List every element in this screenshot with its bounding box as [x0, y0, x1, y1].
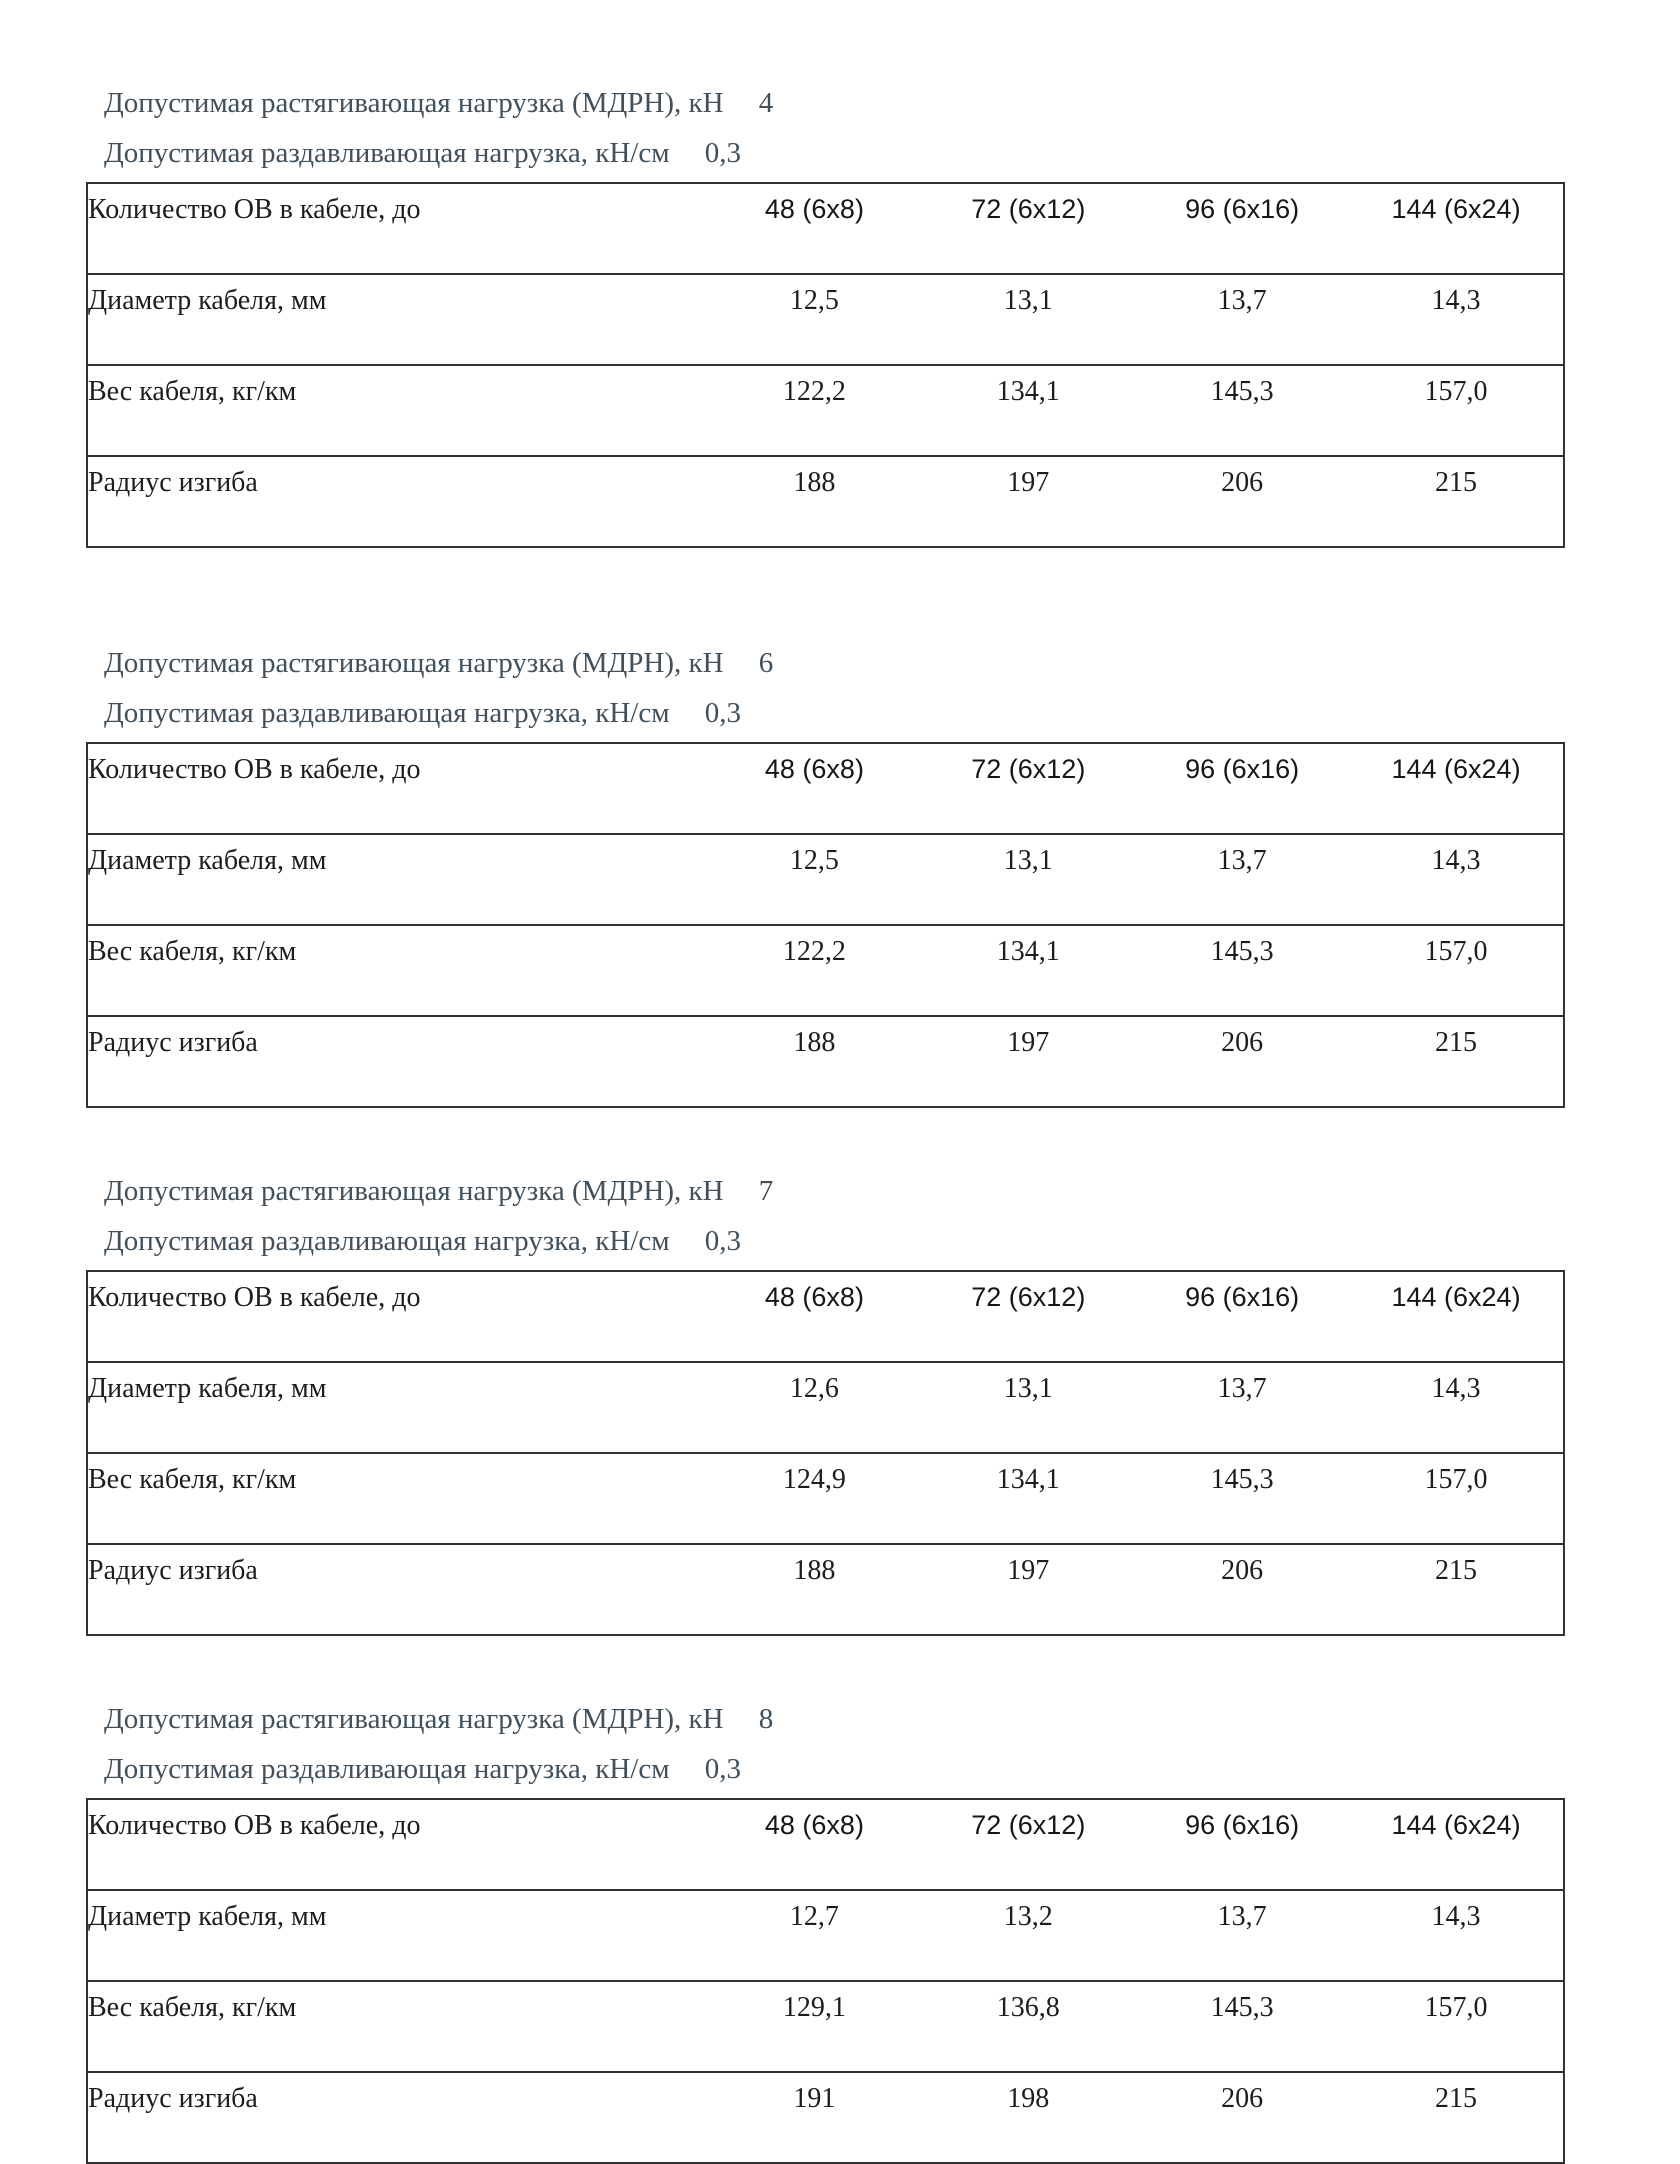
cell-value: 122,2: [708, 365, 922, 456]
cell-value: 144 (6x24): [1349, 743, 1564, 834]
cell-value: 12,5: [708, 274, 922, 365]
cable-spec-section: [86, 1694, 1565, 2164]
cell-value: 14,3: [1349, 1890, 1564, 1981]
tensile-load-line: [86, 1166, 1565, 1216]
cell-value: 129,1: [708, 1981, 922, 2072]
cell-value: 145,3: [1135, 925, 1349, 1016]
cable-spec-table: [86, 1270, 1565, 1636]
cell-value: 14,3: [1349, 1362, 1564, 1453]
cell-value: 157,0: [1349, 1981, 1564, 2072]
cell-value: 72 (6x12): [921, 743, 1135, 834]
row-label: Вес кабеля, кг/км: [87, 365, 708, 456]
cell-value: 134,1: [921, 1453, 1135, 1544]
row-label: Радиус изгиба: [87, 2072, 708, 2163]
cell-value: 145,3: [1135, 1453, 1349, 1544]
row-label: Диаметр кабеля, мм: [87, 834, 708, 925]
cell-value: 136,8: [921, 1981, 1135, 2072]
cell-value: 188: [708, 456, 922, 547]
crush-load-line: [86, 1216, 1565, 1266]
tensile-load-label: Допустимая растягивающая нагрузка (МДРН), кН: [104, 647, 724, 679]
cell-value: 144 (6x24): [1349, 1271, 1564, 1362]
tensile-load-label: Допустимая растягивающая нагрузка (МДРН), кН: [104, 87, 724, 119]
sections-container: [0, 78, 1680, 2164]
table-row-diameter: [87, 274, 1564, 365]
tensile-load-value: 8: [758, 1703, 774, 1735]
cell-value: 96 (6x16): [1135, 183, 1349, 274]
row-label: Вес кабеля, кг/км: [87, 1453, 708, 1544]
cell-value: 206: [1135, 1016, 1349, 1107]
crush-load-label: Допустимая раздавливающая нагрузка, кН/см: [104, 1753, 670, 1785]
crush-load-label: Допустимая раздавливающая нагрузка, кН/см: [104, 1225, 670, 1257]
cable-spec-section: [86, 78, 1565, 548]
cell-value: 198: [921, 2072, 1135, 2163]
cell-value: 48 (6x8): [708, 1271, 922, 1362]
table-row-weight: [87, 1453, 1564, 1544]
cell-value: 134,1: [921, 925, 1135, 1016]
row-label: Радиус изгиба: [87, 1016, 708, 1107]
cable-spec-table: [86, 1798, 1565, 2164]
cell-value: 122,2: [708, 925, 922, 1016]
cable-spec-table: [86, 742, 1565, 1108]
crush-load-value: 0,3: [704, 1225, 742, 1257]
cable-spec-section: [86, 1166, 1565, 1636]
cell-value: 206: [1135, 2072, 1349, 2163]
cell-value: 188: [708, 1544, 922, 1635]
row-label: Диаметр кабеля, мм: [87, 274, 708, 365]
cell-value: 72 (6x12): [921, 1271, 1135, 1362]
cell-value: 14,3: [1349, 274, 1564, 365]
cell-value: 12,6: [708, 1362, 922, 1453]
tensile-load-line: [86, 78, 1565, 128]
table-row-diameter: [87, 1890, 1564, 1981]
cell-value: 48 (6x8): [708, 743, 922, 834]
row-label: Радиус изгиба: [87, 456, 708, 547]
cell-value: 13,2: [921, 1890, 1135, 1981]
tensile-load-value: 6: [758, 647, 774, 679]
table-row-fiber-count: [87, 1271, 1564, 1362]
crush-load-value: 0,3: [704, 697, 742, 729]
cell-value: 191: [708, 2072, 922, 2163]
tensile-load-value: 4: [758, 87, 774, 119]
crush-load-value: 0,3: [704, 137, 742, 169]
row-label: Диаметр кабеля, мм: [87, 1362, 708, 1453]
cell-value: 157,0: [1349, 925, 1564, 1016]
cell-value: 72 (6x12): [921, 183, 1135, 274]
table-row-bend-radius: [87, 456, 1564, 547]
cell-value: 134,1: [921, 365, 1135, 456]
row-label: Радиус изгиба: [87, 1544, 708, 1635]
row-label: Количество ОВ в кабеле, до: [87, 1271, 708, 1362]
cell-value: 157,0: [1349, 1453, 1564, 1544]
cell-value: 197: [921, 1016, 1135, 1107]
cell-value: 96 (6x16): [1135, 1799, 1349, 1890]
tensile-load-line: [86, 1694, 1565, 1744]
cell-value: 144 (6x24): [1349, 1799, 1564, 1890]
cell-value: 13,1: [921, 274, 1135, 365]
cable-spec-table: [86, 182, 1565, 548]
cell-value: 48 (6x8): [708, 1799, 922, 1890]
cell-value: 13,7: [1135, 274, 1349, 365]
tensile-load-line: [86, 638, 1565, 688]
cable-spec-section: [86, 638, 1565, 1108]
cell-value: 14,3: [1349, 834, 1564, 925]
row-label: Количество ОВ в кабеле, до: [87, 1799, 708, 1890]
cell-value: 124,9: [708, 1453, 922, 1544]
table-row-diameter: [87, 834, 1564, 925]
table-row-bend-radius: [87, 1016, 1564, 1107]
cell-value: 13,7: [1135, 834, 1349, 925]
cell-value: 13,7: [1135, 1890, 1349, 1981]
crush-load-label: Допустимая раздавливающая нагрузка, кН/см: [104, 137, 670, 169]
table-row-fiber-count: [87, 1799, 1564, 1890]
table-row-bend-radius: [87, 1544, 1564, 1635]
cell-value: 145,3: [1135, 365, 1349, 456]
cell-value: 12,5: [708, 834, 922, 925]
cell-value: 13,7: [1135, 1362, 1349, 1453]
crush-load-line: [86, 128, 1565, 178]
table-row-fiber-count: [87, 183, 1564, 274]
cell-value: 13,1: [921, 1362, 1135, 1453]
cell-value: 157,0: [1349, 365, 1564, 456]
row-label: Вес кабеля, кг/км: [87, 1981, 708, 2072]
cell-value: 206: [1135, 456, 1349, 547]
tensile-load-label: Допустимая растягивающая нагрузка (МДРН), кН: [104, 1175, 724, 1207]
cell-value: 215: [1349, 456, 1564, 547]
table-row-weight: [87, 925, 1564, 1016]
cell-value: 96 (6x16): [1135, 743, 1349, 834]
cell-value: 197: [921, 456, 1135, 547]
tensile-load-value: 7: [758, 1175, 774, 1207]
cell-value: 72 (6x12): [921, 1799, 1135, 1890]
cell-value: 13,1: [921, 834, 1135, 925]
table-row-weight: [87, 365, 1564, 456]
table-row-weight: [87, 1981, 1564, 2072]
crush-load-line: [86, 688, 1565, 738]
crush-load-value: 0,3: [704, 1753, 742, 1785]
crush-load-label: Допустимая раздавливающая нагрузка, кН/см: [104, 697, 670, 729]
row-label: Вес кабеля, кг/км: [87, 925, 708, 1016]
cell-value: 206: [1135, 1544, 1349, 1635]
cell-value: 48 (6x8): [708, 183, 922, 274]
crush-load-line: [86, 1744, 1565, 1794]
cell-value: 144 (6x24): [1349, 183, 1564, 274]
cell-value: 197: [921, 1544, 1135, 1635]
tensile-load-label: Допустимая растягивающая нагрузка (МДРН), кН: [104, 1703, 724, 1735]
table-row-fiber-count: [87, 743, 1564, 834]
cell-value: 188: [708, 1016, 922, 1107]
cell-value: 215: [1349, 1016, 1564, 1107]
row-label: Количество ОВ в кабеле, до: [87, 183, 708, 274]
cell-value: 215: [1349, 1544, 1564, 1635]
row-label: Количество ОВ в кабеле, до: [87, 743, 708, 834]
table-row-diameter: [87, 1362, 1564, 1453]
cell-value: 145,3: [1135, 1981, 1349, 2072]
table-row-bend-radius: [87, 2072, 1564, 2163]
cell-value: 215: [1349, 2072, 1564, 2163]
row-label: Диаметр кабеля, мм: [87, 1890, 708, 1981]
cell-value: 96 (6x16): [1135, 1271, 1349, 1362]
cell-value: 12,7: [708, 1890, 922, 1981]
